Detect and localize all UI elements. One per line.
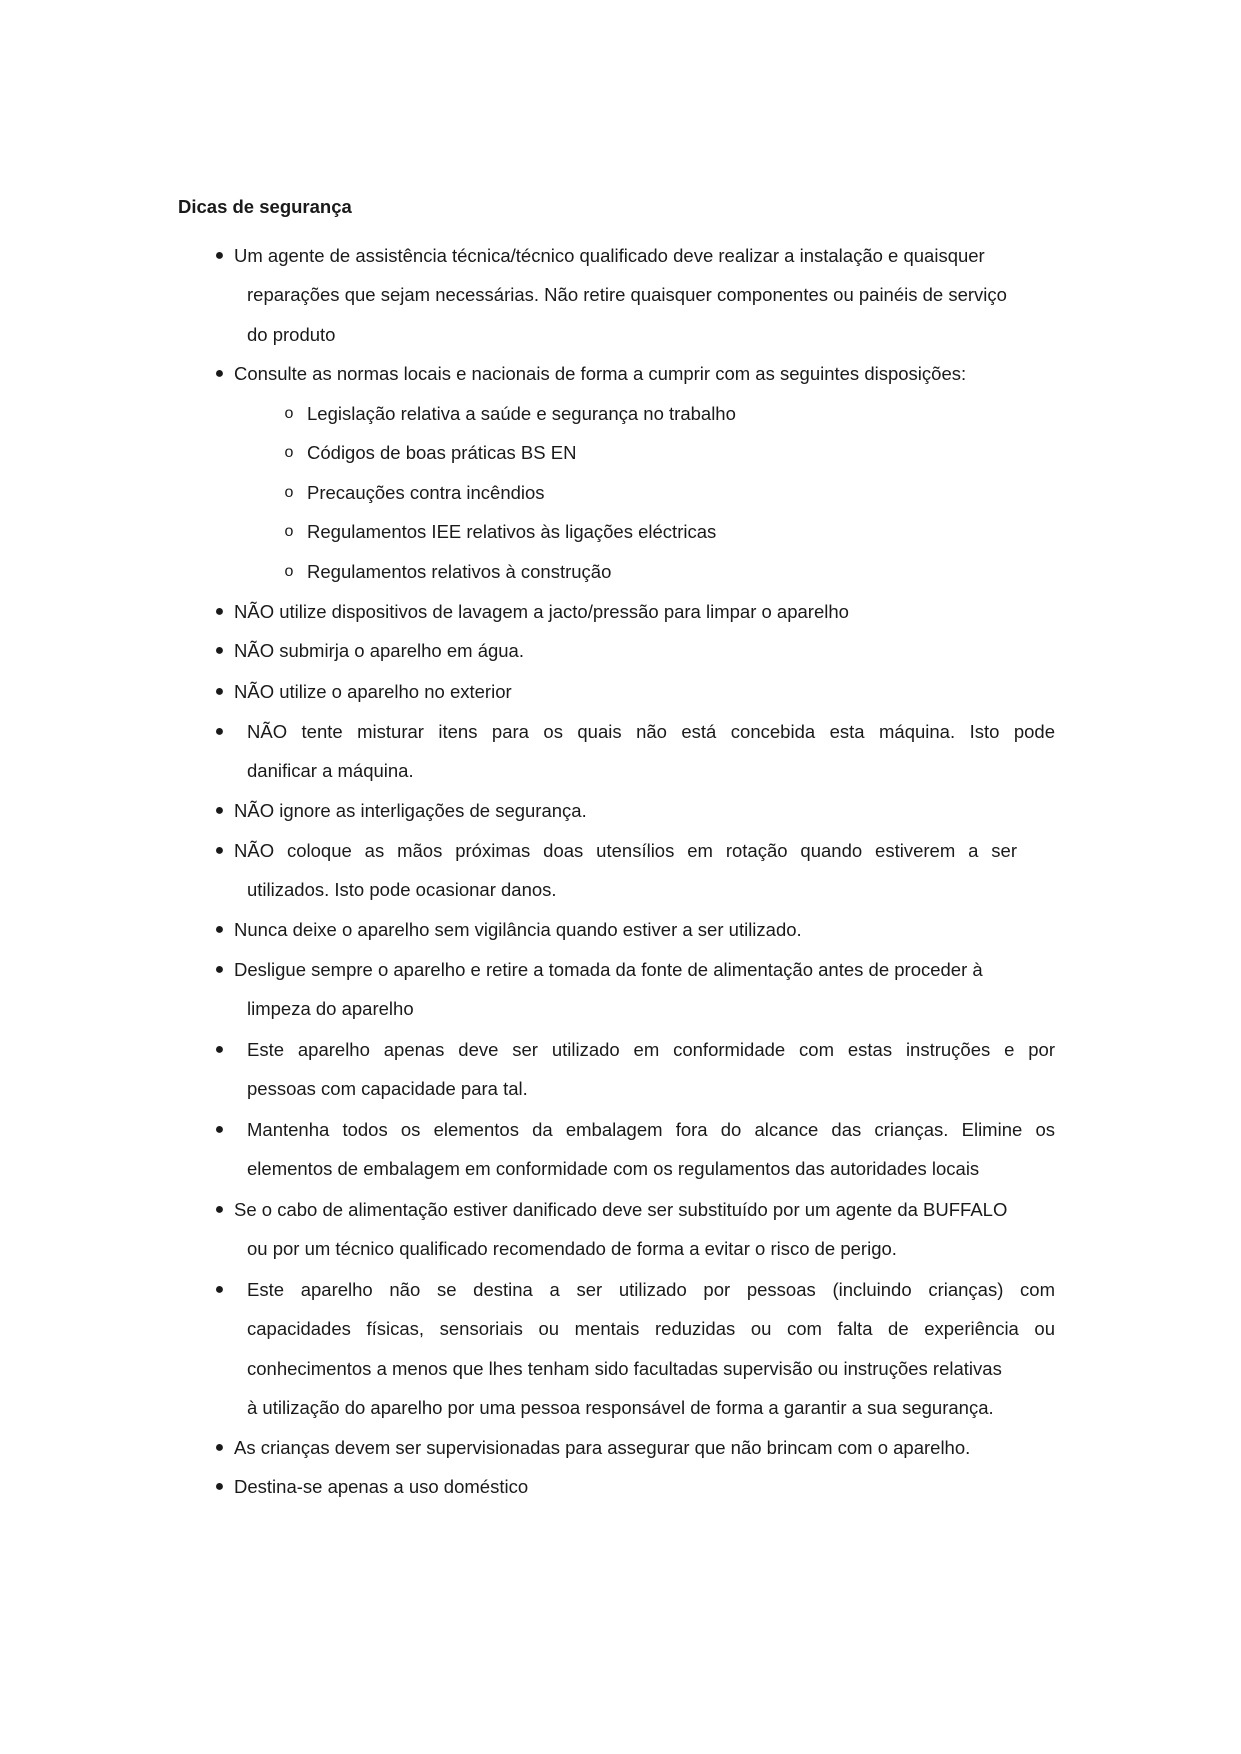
list-item-line: Este aparelho não se destina a ser utilizado por pessoas (incluindo crianças) com xyxy=(247,1279,1055,1300)
sub-list-item: Regulamentos IEE relativos às ligações eléctricas xyxy=(307,521,717,542)
bullet-icon: ● xyxy=(214,1478,225,1495)
bullet-icon: ● xyxy=(214,921,225,938)
list-item-line: elementos de embalagem em conformidade com os regulamentos das autoridades locais xyxy=(247,1158,980,1179)
list-item-line: pessoas com capacidade para tal. xyxy=(247,1078,528,1099)
bullet-icon: ● xyxy=(214,1439,225,1456)
bullet-icon: ● xyxy=(214,247,225,264)
list-item-line: do produto xyxy=(247,324,336,345)
sub-list-item: Precauções contra incêndios xyxy=(307,482,545,503)
list-item-line: NÃO coloque as mãos próximas doas utensílios em rotação quando estiverem a ser xyxy=(234,840,1017,861)
list-item-line: utilizados. Isto pode ocasionar danos. xyxy=(247,879,557,900)
list-item-line: NÃO submirja o aparelho em água. xyxy=(234,640,524,661)
list-item-line: Desligue sempre o aparelho e retire a tomada da fonte de alimentação antes de proceder à xyxy=(234,959,983,980)
bullet-icon: ● xyxy=(214,842,225,859)
list-item-line: Mantenha todos os elementos da embalagem fora do alcance das crianças. Elimine os xyxy=(247,1119,1055,1140)
sub-list-item: Legislação relativa a saúde e segurança no trabalho xyxy=(307,403,736,424)
list-item-line: Um agente de assistência técnica/técnico qualificado deve realizar a instalação e quaisquer xyxy=(234,245,985,266)
page-title: Dicas de segurança xyxy=(178,196,352,217)
list-item-line: limpeza do aparelho xyxy=(247,998,414,1019)
bullet-icon: ● xyxy=(214,1121,225,1138)
sub-bullet-icon: o xyxy=(284,563,294,580)
sub-list-item: Códigos de boas práticas BS EN xyxy=(307,442,577,463)
list-item-line: à utilização do aparelho por uma pessoa responsável de forma a garantir a sua segurança. xyxy=(247,1397,994,1418)
list-item-line: NÃO utilize dispositivos de lavagem a jacto/pressão para limpar o aparelho xyxy=(234,601,849,622)
sub-bullet-icon: o xyxy=(284,484,294,501)
bullet-icon: ● xyxy=(214,683,225,700)
bullet-icon: ● xyxy=(214,603,225,620)
list-item-line: Destina-se apenas a uso doméstico xyxy=(234,1476,529,1497)
sub-bullet-icon: o xyxy=(284,405,294,422)
list-item-line: danificar a máquina. xyxy=(247,760,414,781)
list-item-line: conhecimentos a menos que lhes tenham sido facultadas supervisão ou instruções relativas xyxy=(247,1358,1002,1379)
list-item-line: reparações que sejam necessárias. Não retire quaisquer componentes ou painéis de serviço xyxy=(247,284,1007,305)
sub-bullet-icon: o xyxy=(284,523,294,540)
list-item-line: Se o cabo de alimentação estiver danificado deve ser substituído por um agente da BUFFALO xyxy=(234,1199,1008,1220)
list-item-line: Este aparelho apenas deve ser utilizado em conformidade com estas instruções e por xyxy=(247,1039,1055,1060)
bullet-icon: ● xyxy=(214,1201,225,1218)
bullet-icon: ● xyxy=(214,1041,225,1058)
sub-bullet-icon: o xyxy=(284,444,294,461)
list-item-line: Nunca deixe o aparelho sem vigilância quando estiver a ser utilizado. xyxy=(234,919,802,940)
list-item-line: ou por um técnico qualificado recomendado de forma a evitar o risco de perigo. xyxy=(247,1238,897,1259)
bullet-icon: ● xyxy=(214,642,225,659)
bullet-icon: ● xyxy=(214,961,225,978)
sub-list-item: Regulamentos relativos à construção xyxy=(307,561,612,582)
bullet-icon: ● xyxy=(214,723,225,740)
bullet-icon: ● xyxy=(214,802,225,819)
bullet-icon: ● xyxy=(214,365,225,382)
list-item-line: capacidades físicas, sensoriais ou mentais reduzidas ou com falta de experiência ou xyxy=(247,1318,1055,1339)
list-item-line: NÃO ignore as interligações de segurança. xyxy=(234,800,587,821)
list-item-line: Consulte as normas locais e nacionais de forma a cumprir com as seguintes disposições: xyxy=(234,363,967,384)
list-item-line: NÃO utilize o aparelho no exterior xyxy=(234,681,512,702)
list-item-line: NÃO tente misturar itens para os quais não está concebida esta máquina. Isto pode xyxy=(247,721,1055,742)
list-item-line: As crianças devem ser supervisionadas para assegurar que não brincam com o aparelho. xyxy=(234,1437,971,1458)
bullet-icon: ● xyxy=(214,1281,225,1298)
